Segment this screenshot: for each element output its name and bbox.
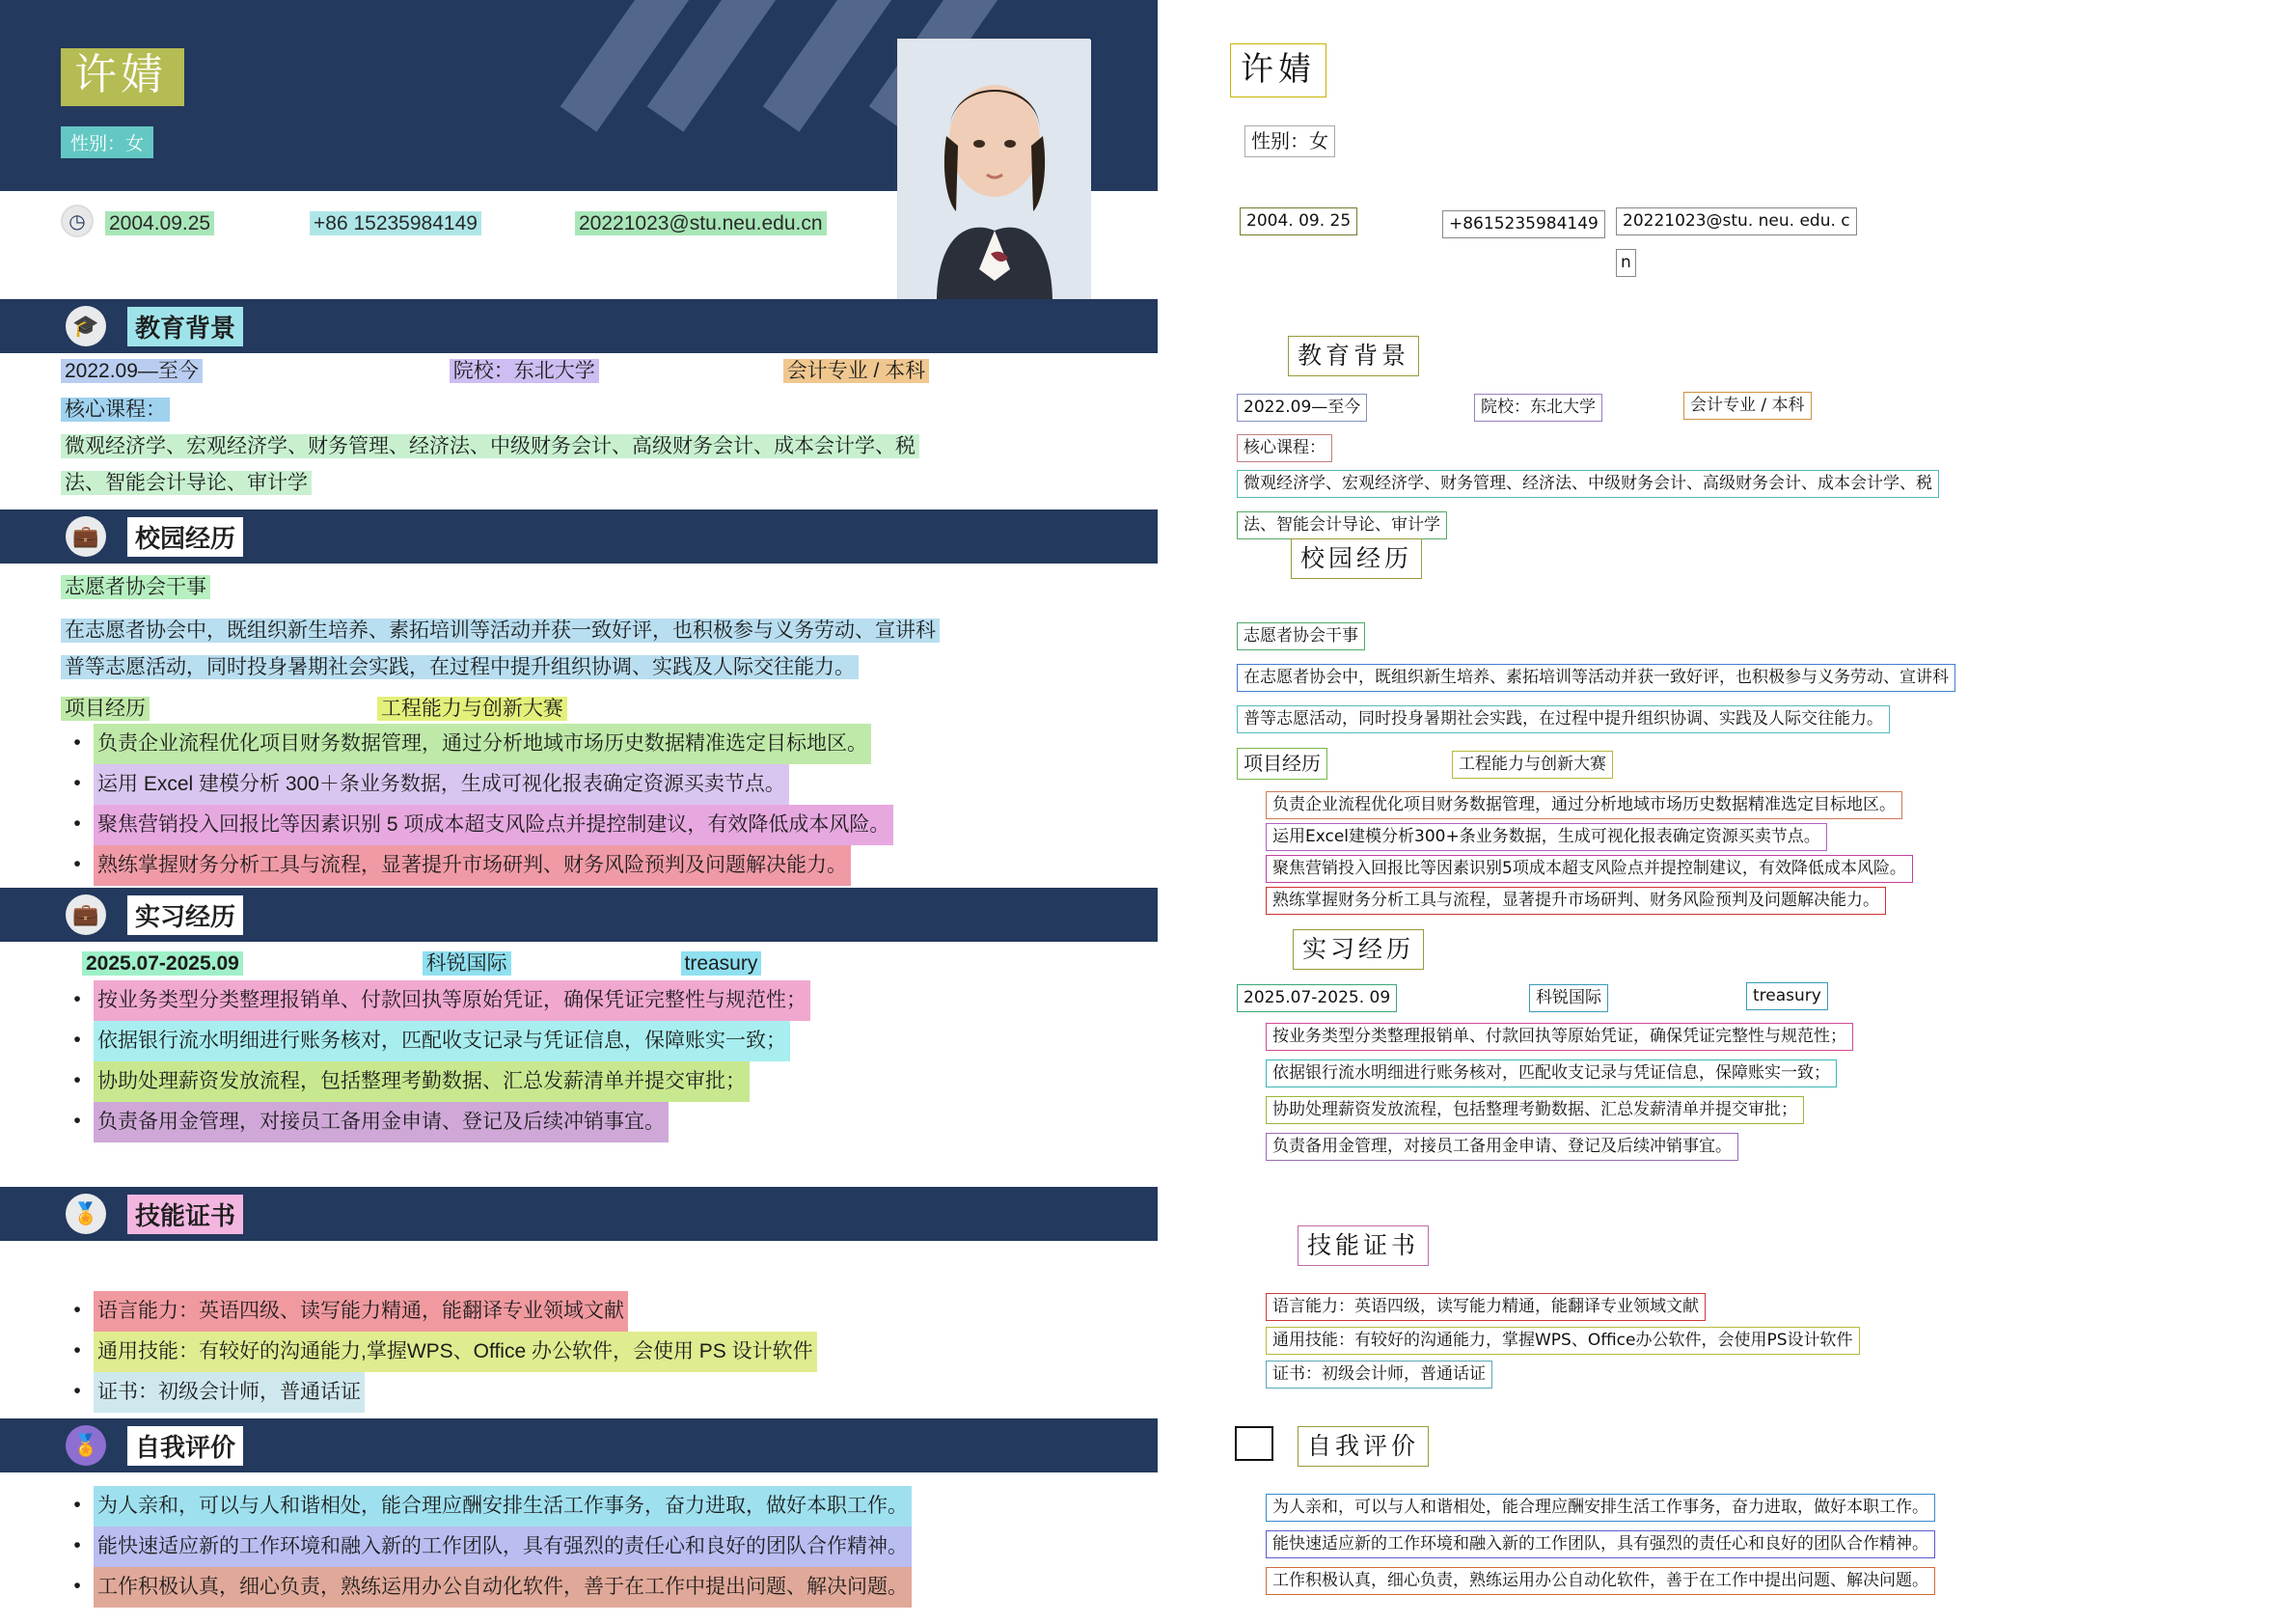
ocr-edu-school: 院校：东北大学 <box>1474 394 1602 422</box>
mail-icon: ✉ <box>536 207 558 234</box>
section-skills-bar <box>0 1187 1158 1241</box>
project-subtitle: 项目经历 工程能力与创新大赛 <box>61 693 567 727</box>
internship-bullets <box>61 980 1103 1142</box>
section-internship-bar <box>0 888 1158 942</box>
ocr-project-b3: 聚焦营销投入回报比等因素识别5项成本超支风险点并提控制建议，有效降低成本风险。 <box>1266 855 1913 883</box>
self-bullets <box>61 1486 1103 1608</box>
internship-meta: 2025.07-2025.09 科锐国际 treasury <box>82 948 761 981</box>
section-title-skills: 技能证书 <box>127 1195 243 1234</box>
ocr-campus-p1: 在志愿者协会中，既组织新生培养、素拓培训等活动并获一致好评，也积极参与义务劳动、宣讲科 <box>1237 664 1955 692</box>
ocr-edu-line-1: 微观经济学、宏观经济学、财务管理、经济法、中级财务会计、高级财务会计、成本会计学、税 <box>1237 470 1939 498</box>
section-title-self: 自我评价 <box>127 1426 243 1466</box>
education-meta: 2022.09—至今 院校：东北大学 会计专业 / 本科 <box>61 355 929 389</box>
ocr-section-self: 自我评价 <box>1298 1426 1429 1467</box>
briefcase-icon: 💼 <box>66 516 106 557</box>
list-item: • 语言能力：英语四级、读写能力精通，能翻译专业领域文献 <box>61 1291 1103 1332</box>
ocr-intern-role: treasury <box>1746 982 1828 1010</box>
briefcase-icon: 💼 <box>66 894 106 935</box>
contact-phone: ✆ +86 15235984149 <box>265 205 481 239</box>
ocr-intern-b1: 按业务类型分类整理报销单、付款回执等原始凭证，确保凭证完整性与规范性； <box>1266 1023 1853 1051</box>
ocr-skill-b2: 通用技能：有较好的沟通能力，掌握WPS、Office办公软件，会使用PS设计软件 <box>1266 1327 1860 1355</box>
ocr-name: 许婧 <box>1230 43 1326 97</box>
phone-icon: ✆ <box>271 206 292 235</box>
ocr-campus-role: 志愿者协会干事 <box>1237 622 1365 650</box>
gender-label: 性别：女 <box>61 126 153 158</box>
ocr-project-label: 项目经历 <box>1237 748 1327 780</box>
ocr-self-b1: 为人亲和，可以与人和谐相处，能合理应酬安排生活工作事务，奋力进取，做好本职工作。 <box>1266 1494 1935 1522</box>
campus-paragraph-1: 在志愿者协会中，既组织新生培养、素拓培训等活动并获一致好评，也积极参与义务劳动、宣讲科 <box>61 615 940 648</box>
list-item: • 负责企业流程优化项目财务数据管理，通过分析地域市场历史数据精准选定目标地区。 <box>61 724 1103 764</box>
ocr-edu-major: 会计专业 / 本科 <box>1683 392 1812 420</box>
campus-paragraph-2: 普等志愿活动，同时投身暑期社会实践，在过程中提升组织协调、实践及人际交往能力。 <box>61 651 859 685</box>
candidate-photo <box>897 39 1090 301</box>
section-title-campus: 校园经历 <box>127 517 243 557</box>
list-item: • 通用技能：有较好的沟通能力,掌握WPS、Office 办公软件，会使用 PS 设计软件 <box>61 1332 1103 1372</box>
ocr-project-b4: 熟练掌握财务分析工具与流程，显著提升市场研判、财务风险预判及问题解决能力。 <box>1266 887 1886 915</box>
list-item: • 工作积极认真，细心负责，熟练运用办公自动化软件，善于在工作中提出问题、解决问题。 <box>61 1567 1103 1608</box>
ocr-birthdate: 2004. 09. 25 <box>1240 207 1357 235</box>
candidate-name: 许婧 <box>61 48 184 106</box>
list-item: • 协助处理薪资发放流程，包括整理考勤数据、汇总发薪清单并提交审批； <box>61 1061 1103 1102</box>
list-item: • 按业务类型分类整理报销单、付款回执等原始凭证，确保凭证完整性与规范性； <box>61 980 1103 1021</box>
ocr-intern-company: 科锐国际 <box>1529 984 1608 1012</box>
list-item: • 负责备用金管理，对接员工备用金申请、登记及后续冲销事宜。 <box>61 1102 1103 1142</box>
ocr-project-name: 工程能力与创新大赛 <box>1452 751 1613 779</box>
list-item: • 为人亲和，可以与人和谐相处，能合理应酬安排生活工作事务，奋力进取，做好本职工作。 <box>61 1486 1103 1527</box>
ocr-project-b1: 负责企业流程优化项目财务数据管理，通过分析地域市场历史数据精准选定目标地区。 <box>1266 791 1902 819</box>
list-item: • 能快速适应新的工作环境和融入新的工作团队，具有强烈的责任心和良好的团队合作精神。 <box>61 1527 1103 1567</box>
ocr-self-b3: 工作积极认真，细心负责，熟练运用办公自动化软件，善于在工作中提出问题、解决问题。 <box>1266 1567 1935 1595</box>
section-title-internship: 实习经历 <box>127 895 243 935</box>
education-core-line-2: 法、智能会计导论、审计学 <box>61 467 312 501</box>
ocr-edu-date: 2022.09—至今 <box>1237 394 1367 422</box>
ocr-skill-b3: 证书：初级会计师，普通话证 <box>1266 1361 1492 1389</box>
contact-email: ✉ 20221023@stu.neu.edu.cn <box>531 205 849 239</box>
award-icon: 🏅 <box>66 1194 106 1234</box>
ocr-intern-b3: 协助处理薪资发放流程，包括整理考勤数据、汇总发薪清单并提交审批； <box>1266 1096 1804 1124</box>
skills-bullets <box>61 1291 1103 1413</box>
clock-icon: ◷ <box>61 205 94 237</box>
ocr-campus-p2: 普等志愿活动，同时投身暑期社会实践，在过程中提升组织协调、实践及人际交往能力。 <box>1237 705 1890 733</box>
ocr-skill-b1: 语言能力：英语四级，读写能力精通，能翻译专业领域文献 <box>1266 1293 1706 1321</box>
list-item: • 运用 Excel 建模分析 300＋条业务数据，生成可视化报表确定资源买卖节点。 <box>61 764 1103 805</box>
ocr-section-skills: 技能证书 <box>1298 1225 1429 1266</box>
ocr-intern-b2: 依据银行流水明细进行账务核对，匹配收支记录与凭证信息，保障账实一致； <box>1266 1059 1837 1087</box>
list-item: • 熟练掌握财务分析工具与流程，显著提升市场研判、财务风险预判及问题解决能力。 <box>61 845 1103 886</box>
ocr-overlay-view <box>1196 0 2296 1623</box>
ocr-section-internship: 实习经历 <box>1293 929 1424 970</box>
ocr-edu-core-label: 核心课程： <box>1237 434 1332 462</box>
education-core-label: 核心课程： <box>61 394 170 427</box>
list-item: • 依据银行流水明细进行账务核对，匹配收支记录与凭证信息，保障账实一致； <box>61 1021 1103 1061</box>
award-icon: 🏅 <box>66 1425 106 1466</box>
ocr-section-education: 教育背景 <box>1288 336 1419 376</box>
ocr-email: 20221023@stu. neu. edu. c <box>1616 207 1857 235</box>
list-item: • 聚焦营销投入回报比等因素识别 5 项成本超支风险点并提控制建议，有效降低成本风险。 <box>61 805 1103 845</box>
ocr-email-overflow: n <box>1616 249 1636 277</box>
campus-role: 志愿者协会干事 <box>61 571 210 605</box>
education-core-line-1: 微观经济学、宏观经济学、财务管理、经济法、中级财务会计、高级财务会计、成本会计学、税 <box>61 430 919 464</box>
ocr-self-b2: 能快速适应新的工作环境和融入新的工作团队，具有强烈的责任心和良好的团队合作精神。 <box>1266 1530 1935 1558</box>
ocr-gender: 性别：女 <box>1244 125 1335 157</box>
section-title-education: 教育背景 <box>127 307 243 346</box>
section-campus-bar <box>0 509 1158 564</box>
section-education-bar <box>0 299 1158 353</box>
project-bullets <box>61 724 1103 886</box>
ocr-intern-b4: 负责备用金管理，对接员工备用金申请、登记及后续冲销事宜。 <box>1266 1133 1738 1161</box>
section-self-bar <box>0 1418 1158 1472</box>
ocr-section-campus: 校园经历 <box>1291 538 1422 579</box>
list-item: • 证书：初级会计师，普通话证 <box>61 1372 1103 1413</box>
ocr-edu-line-2: 法、智能会计导论、审计学 <box>1237 511 1447 539</box>
contact-birthdate: ◷ 2004.09.25 <box>61 205 214 239</box>
ocr-project-b2: 运用Excel建模分析300+条业务数据，生成可视化报表确定资源买卖节点。 <box>1266 823 1827 851</box>
ocr-icon-box <box>1235 1426 1273 1461</box>
graduation-cap-icon: 🎓 <box>66 306 106 346</box>
ocr-intern-date: 2025.07-2025. 09 <box>1237 984 1397 1012</box>
ocr-phone: +8615235984149 <box>1442 210 1605 238</box>
